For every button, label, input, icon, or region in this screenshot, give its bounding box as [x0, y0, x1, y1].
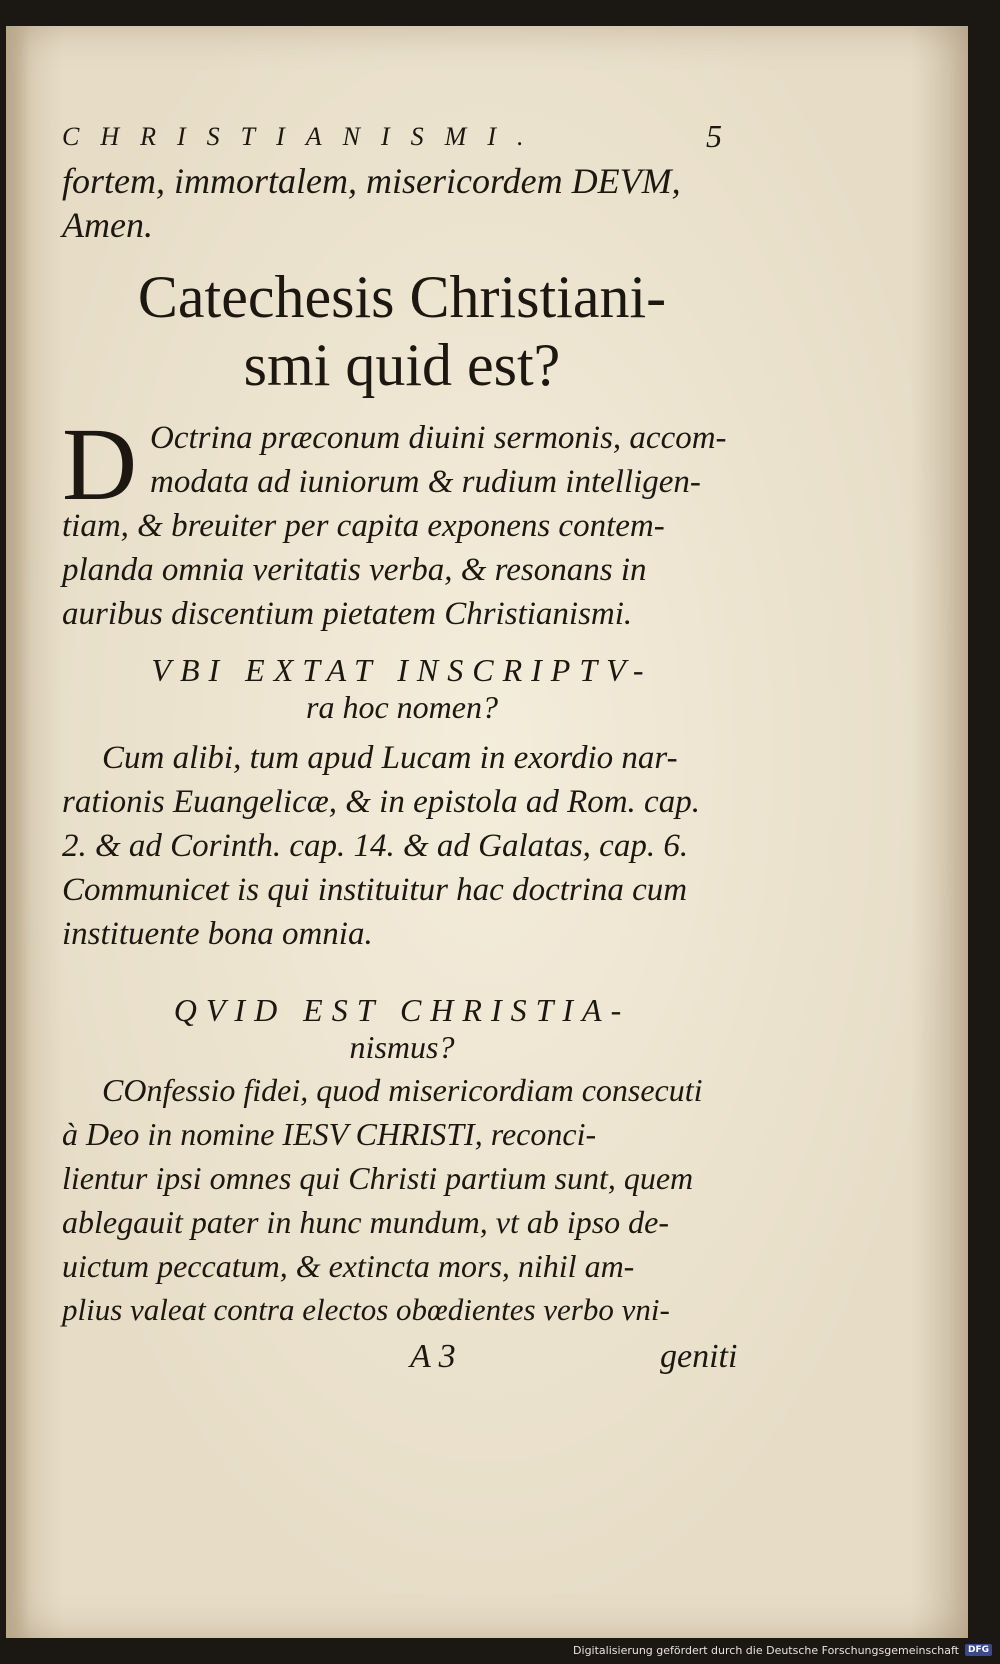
paragraph1-line-2: modata ad iuniorum & rudium intelligen- [150, 464, 701, 500]
question-heading-2 [62, 992, 742, 1066]
chapter-title-line-2: smi quid est? [243, 332, 561, 398]
signature-mark: A 3 [410, 1338, 456, 1375]
paragraph1-line-4: planda omnia veritatis verba, & resonans in [62, 552, 647, 588]
catchword: geniti [660, 1338, 738, 1375]
paragraph3-line-5: uictum peccatum, & extincta mors, nihil am- [62, 1248, 635, 1284]
running-head: CHRISTIANISMI. [62, 122, 545, 151]
drop-capital: D [62, 407, 138, 522]
question-heading-1 [62, 652, 742, 726]
paragraph3-line-2: à Deo in nomine IESV CHRISTI, reconci- [62, 1116, 597, 1152]
paragraph2-line-1: Cum alibi, tum apud Lucam in exordio nar- [102, 740, 678, 776]
paragraph3-line-1: COnfessio fidei, quod misericordiam consecuti [102, 1072, 703, 1108]
page-binding-shadow [6, 26, 30, 1638]
paragraph2-line-4: Communicet is qui instituitur hac doctrina cum [62, 872, 688, 908]
opening-line-1: fortem, immortalem, misericordem DEVM, [62, 161, 681, 201]
credit-text: Digitalisierung gefördert durch die Deutsche Forschungsgemeinschaft [573, 1643, 959, 1657]
opening-line-2: Amen. [62, 205, 153, 245]
question2-rest: nismus? [349, 1029, 455, 1065]
chapter-title-line-1: Catechesis Christiani- [137, 264, 667, 330]
paragraph3-line-6: plius valeat contra electos obœdientes verbo vni- [62, 1292, 670, 1327]
digitization-credit [573, 1640, 992, 1660]
paragraph2-line-5: instituente bona omnia. [62, 916, 373, 952]
paragraph1-line-3: tiam, & breuiter per capita exponens contem- [62, 508, 665, 544]
paragraph2-line-3: 2. & ad Corinth. cap. 14. & ad Galatas, cap. 6. [62, 828, 689, 864]
paragraph1-line-5: auribus discentium pietatem Christianismi. [62, 596, 633, 632]
question2-caps: QVID EST CHRISTIA- [173, 992, 631, 1028]
question1-caps: VBI EXTAT INSCRIPTV- [151, 652, 653, 688]
paragraph3-line-3: lientur ipsi omnes qui Christi partium sunt, quem [62, 1160, 694, 1196]
paragraph3-line-4: ablegauit pater in hunc mundum, vt ab ipso de- [62, 1204, 670, 1240]
paragraph1-line-1: Octrina præconum diuini sermonis, accom- [150, 420, 727, 456]
question1-rest: ra hoc nomen? [306, 689, 498, 725]
dfg-logo-icon: DFG [965, 1644, 992, 1656]
page-number: 5 [706, 118, 722, 154]
paragraph2-line-2: rationis Euangelicæ, & in epistola ad Rom. cap. [62, 784, 700, 820]
